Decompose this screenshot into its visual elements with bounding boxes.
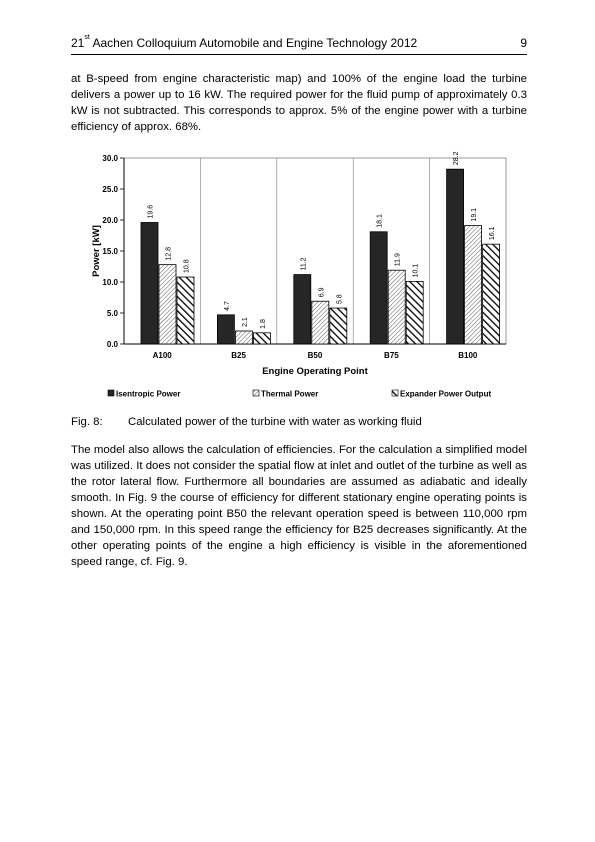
bar-value-label: 12.8	[165, 247, 173, 261]
bar	[447, 169, 464, 344]
bar	[141, 222, 158, 344]
y-tick-label: 5.0	[106, 309, 118, 318]
bar-value-label: 10.1	[412, 263, 420, 278]
bar-value-label: 4.7	[223, 301, 231, 311]
bar-value-label: 11.9	[394, 253, 402, 267]
bar-value-label: 1.8	[259, 319, 267, 329]
bar	[330, 308, 347, 344]
bar-value-label: 16.1	[489, 226, 497, 241]
legend-label: Thermal Power	[261, 389, 319, 399]
figure-label: Fig. 8:	[71, 416, 103, 428]
header-title: 21st Aachen Colloquium Automobile and Engine Technology 2012	[71, 34, 418, 50]
bar	[406, 281, 423, 344]
x-tick-label: B50	[307, 351, 323, 360]
bar	[159, 265, 176, 344]
y-tick-label: 25.0	[102, 185, 118, 194]
y-tick-label: 10.0	[102, 278, 118, 287]
bar-value-label: 5.8	[336, 294, 344, 305]
figure-caption-text: Calculated power of the turbine with water as working fluid	[128, 416, 422, 428]
bar-value-label: 10.8	[183, 259, 191, 274]
x-tick-label: B25	[231, 351, 246, 360]
bar-value-label: 11.2	[300, 257, 308, 271]
x-tick-label: A100	[152, 351, 172, 360]
legend-swatch	[253, 390, 259, 396]
bar	[235, 331, 252, 344]
bar	[177, 277, 194, 344]
y-tick-label: 15.0	[102, 247, 118, 256]
paragraph-efficiency: The model also allows the calculation of efficiencies. For the calculation a simplified model was utilized. It does not consider the spatial flow at inlet and outlet of the turbine as well as the rotor lateral flow. Furthermore all boundaries are assumed as adiabatic and ideally smooth. In Fig. 9 the course of efficiency for different stationary engine operating points is shown. At the operating point B50 the relevant operation speed is between 110,000 rpm and 150,000 rpm. In this speed range the efficiency for B25 decreases significantly. At the other operating points of the engine a high efficiency is visible in the aforementioned speed range, cf. Fig. 9.	[71, 444, 527, 568]
bar-value-label: 19.6	[147, 204, 155, 219]
y-tick-label: 30.0	[102, 154, 118, 163]
bar	[253, 333, 270, 344]
bar-value-label: 18.1	[376, 214, 384, 228]
bar	[294, 275, 311, 344]
legend-swatch	[392, 390, 398, 396]
x-tick-label: B75	[384, 351, 399, 360]
bar-value-label: 2.1	[241, 317, 249, 327]
legend-label: Expander Power Output	[400, 389, 492, 399]
y-tick-label: 20.0	[102, 216, 118, 225]
bar	[465, 226, 482, 344]
page-number: 9	[520, 36, 527, 50]
page-header	[71, 34, 527, 55]
y-axis-title: Power [kW]	[91, 225, 102, 277]
y-tick-label: 0.0	[106, 340, 118, 349]
x-axis-title: Engine Operating Point	[262, 366, 368, 377]
bar-value-label: 6.9	[318, 287, 326, 298]
x-tick-label: B100	[458, 351, 478, 360]
bar	[370, 232, 387, 344]
bar	[217, 315, 234, 344]
legend-label: Isentropic Power	[116, 389, 181, 399]
plot-frame	[124, 158, 506, 344]
bar	[388, 270, 405, 344]
bar-value-label: 19.1	[471, 207, 479, 222]
bar	[483, 244, 500, 344]
bar	[312, 301, 329, 344]
bar-value-label: 28.2	[453, 151, 461, 166]
legend-swatch	[108, 390, 114, 396]
paragraph-intro: at B-speed from engine characteristic map) and 100% of the engine load the turbine delivers a power up to 16 kW. The required power for the fluid pump of approximately 0.3 kW is not subtracted. This corresponds to approx. 5% of the engine power with a turbine efficiency of approx. 68%.	[71, 73, 527, 133]
